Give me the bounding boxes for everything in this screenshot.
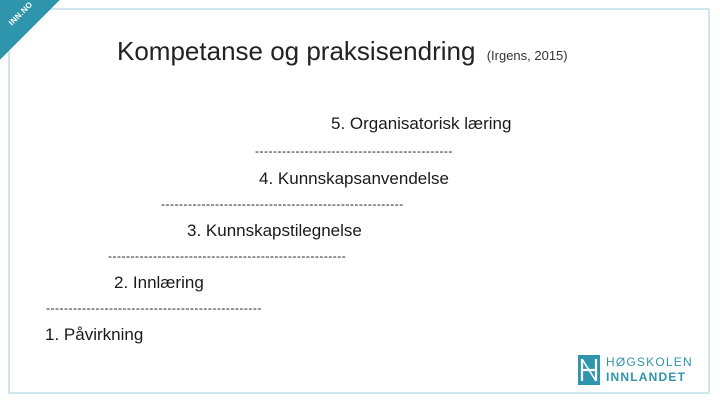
level-3-divider: ----------------------------------------------------- (108, 249, 347, 263)
level-2-divider: ------------------------------------------------ (46, 301, 262, 315)
level-5-divider: -------------------------------------------- (255, 144, 453, 158)
logo-mark-icon (578, 355, 600, 385)
level-4-divider: ------------------------------------------------------ (161, 197, 404, 211)
slide-title (117, 36, 568, 67)
level-4-label: 4. Kunnskapsanvendelse (259, 169, 449, 188)
logo-line-2: INNLANDET (606, 370, 687, 384)
level-3-label: 3. Kunnskapstilegnelse (187, 221, 362, 240)
logo-line-1: HØGSKOLEN (606, 355, 693, 369)
level-5-label: 5. Organisatorisk læring (331, 114, 512, 133)
title-citation: (Irgens, 2015) (486, 48, 568, 63)
inn-corner-badge (0, 0, 60, 60)
logo-wordmark (606, 355, 693, 384)
title-text: Kompetanse og praksisendring (117, 36, 476, 66)
corner-label: INN.NO (7, 0, 35, 28)
level-1-label: 1. Påvirkning (45, 325, 144, 344)
level-2-label: 2. Innlæring (114, 273, 204, 292)
